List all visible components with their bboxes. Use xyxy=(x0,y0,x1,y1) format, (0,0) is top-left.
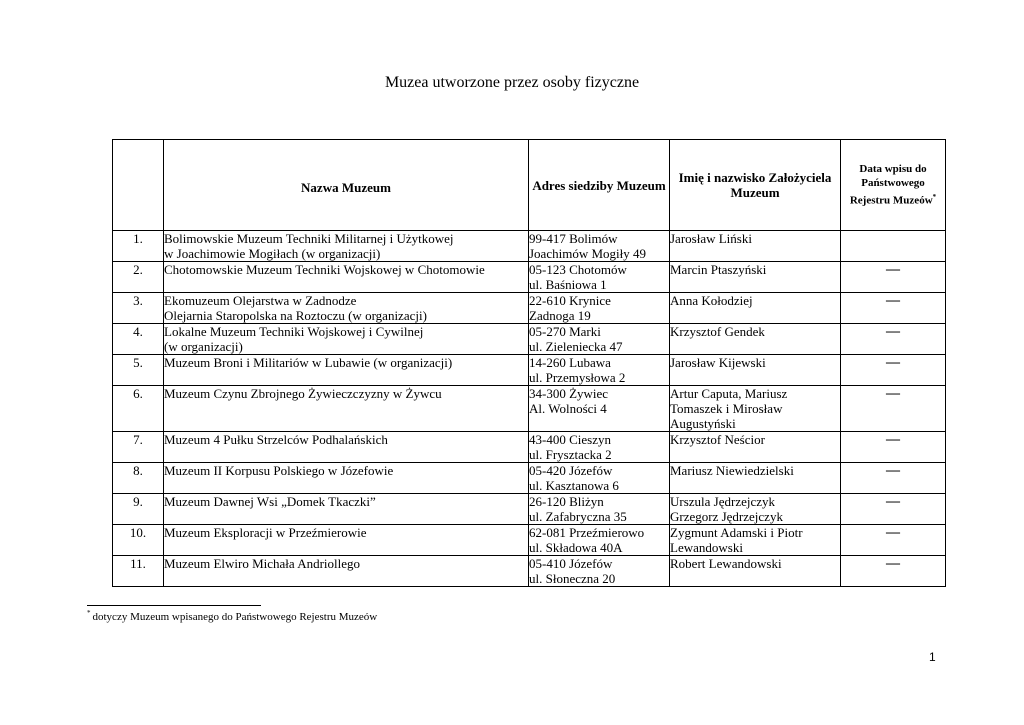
row-address: 05-123 Chotomów ul. Baśniowa 1 xyxy=(529,262,670,293)
table-row xyxy=(113,556,946,587)
row-address: 26-120 Bliżyn ul. Zafabryczna 35 xyxy=(529,494,670,525)
header-date-label: Data wpisu do Państwowego Rejestru Muzeów xyxy=(849,163,933,207)
row-founder: Artur Caputa, Mariusz Tomaszek i Mirosław Augustyński xyxy=(670,386,841,432)
row-founder: Marcin Ptaszyński xyxy=(670,262,841,293)
row-name: Muzeum II Korpusu Polskiego w Józefowie xyxy=(164,463,529,494)
row-date: — xyxy=(841,525,946,556)
table-row xyxy=(113,525,946,556)
row-founder: Krzysztof Neścior xyxy=(670,432,841,463)
row-name: Muzeum Eksploracji w Przeźmierowie xyxy=(164,525,529,556)
table-row xyxy=(113,386,946,432)
row-name: Muzeum Czynu Zbrojnego Żywieczczyzny w Żywcu xyxy=(164,386,529,432)
row-lp: 4. xyxy=(113,324,164,355)
page-number: 1 xyxy=(929,650,936,664)
row-date: — xyxy=(841,556,946,587)
row-name: Ekomuzeum Olejarstwa w Zadnodze Olejarnia Staropolska na Roztoczu (w organizacji) xyxy=(164,293,529,324)
row-name: Muzeum Broni i Militariów w Lubawie (w organizacji) xyxy=(164,355,529,386)
row-founder: Krzysztof Gendek xyxy=(670,324,841,355)
header-date-footnote-mark: * xyxy=(932,193,937,202)
row-founder: Urszula Jędrzejczyk Grzegorz Jędrzejczyk xyxy=(670,494,841,525)
table-row xyxy=(113,231,946,262)
row-founder: Mariusz Niewiedzielski xyxy=(670,463,841,494)
row-date: — xyxy=(841,293,946,324)
table-row xyxy=(113,355,946,386)
row-date: — xyxy=(841,432,946,463)
table-row xyxy=(113,324,946,355)
header-address: Adres siedziby Muzeum xyxy=(529,140,670,231)
row-address: 62-081 Przeźmierowo ul. Składowa 40A xyxy=(529,525,670,556)
row-founder: Zygmunt Adamski i Piotr Lewandowski xyxy=(670,525,841,556)
row-date: — xyxy=(841,262,946,293)
row-lp: 5. xyxy=(113,355,164,386)
row-date: — xyxy=(841,386,946,432)
row-date: — xyxy=(841,324,946,355)
row-address: 22-610 Krynice Zadnoga 19 xyxy=(529,293,670,324)
row-lp: 11. xyxy=(113,556,164,587)
header-founder: Imię i nazwisko Założyciela Muzeum xyxy=(670,140,841,231)
row-address: 14-260 Lubawa ul. Przemysłowa 2 xyxy=(529,355,670,386)
row-address: 05-420 Józefów ul. Kasztanowa 6 xyxy=(529,463,670,494)
row-lp: 7. xyxy=(113,432,164,463)
row-name: Bolimowskie Muzeum Techniki Militarnej i Użytkowej w Joachimowie Mogiłach (w organizacji) xyxy=(164,231,529,262)
row-address: 99-417 Bolimów Joachimów Mogiły 49 xyxy=(529,231,670,262)
row-lp: 6. xyxy=(113,386,164,432)
row-founder: Jarosław Kijewski xyxy=(670,355,841,386)
row-name: Muzeum Dawnej Wsi „Domek Tkaczki” xyxy=(164,494,529,525)
row-address: 05-270 Marki ul. Zieleniecka 47 xyxy=(529,324,670,355)
row-founder: Robert Lewandowski xyxy=(670,556,841,587)
table-header-row xyxy=(113,140,946,231)
row-lp: 2. xyxy=(113,262,164,293)
row-lp: 9. xyxy=(113,494,164,525)
row-date: — xyxy=(841,463,946,494)
row-date: — xyxy=(841,355,946,386)
row-lp: 10. xyxy=(113,525,164,556)
row-lp: 3. xyxy=(113,293,164,324)
row-name: Lokalne Muzeum Techniki Wojskowej i Cywilnej (w organizacji) xyxy=(164,324,529,355)
table-row xyxy=(113,293,946,324)
row-address: 34-300 Żywiec Al. Wolności 4 xyxy=(529,386,670,432)
row-founder: Anna Kołodziej xyxy=(670,293,841,324)
document-title: Muzea utworzone przez osoby fizyczne xyxy=(384,74,640,91)
row-address: 43-400 Cieszyn ul. Frysztacka 2 xyxy=(529,432,670,463)
header-lp xyxy=(113,140,164,231)
row-name: Chotomowskie Muzeum Techniki Wojskowej w Chotomowie xyxy=(164,262,529,293)
row-date: — xyxy=(841,494,946,525)
footnote-text: dotyczy Muzeum wpisanego do Państwowego Rejestru Muzeów xyxy=(92,611,378,623)
footnote-separator xyxy=(87,605,261,606)
row-lp: 1. xyxy=(113,231,164,262)
table-row xyxy=(113,463,946,494)
row-address: 05-410 Józefów ul. Słoneczna 20 xyxy=(529,556,670,587)
row-lp: 8. xyxy=(113,463,164,494)
table-row xyxy=(113,432,946,463)
header-name: Nazwa Muzeum xyxy=(164,140,529,231)
row-date xyxy=(841,231,946,262)
header-date xyxy=(841,140,946,231)
footnote xyxy=(87,609,377,623)
table-row xyxy=(113,262,946,293)
row-founder: Jarosław Liński xyxy=(670,231,841,262)
row-name: Muzeum 4 Pułku Strzelców Podhalańskich xyxy=(164,432,529,463)
museums-table xyxy=(112,139,946,587)
footnote-mark: * xyxy=(87,609,91,617)
row-name: Muzeum Elwiro Michała Andriollego xyxy=(164,556,529,587)
table-row xyxy=(113,494,946,525)
